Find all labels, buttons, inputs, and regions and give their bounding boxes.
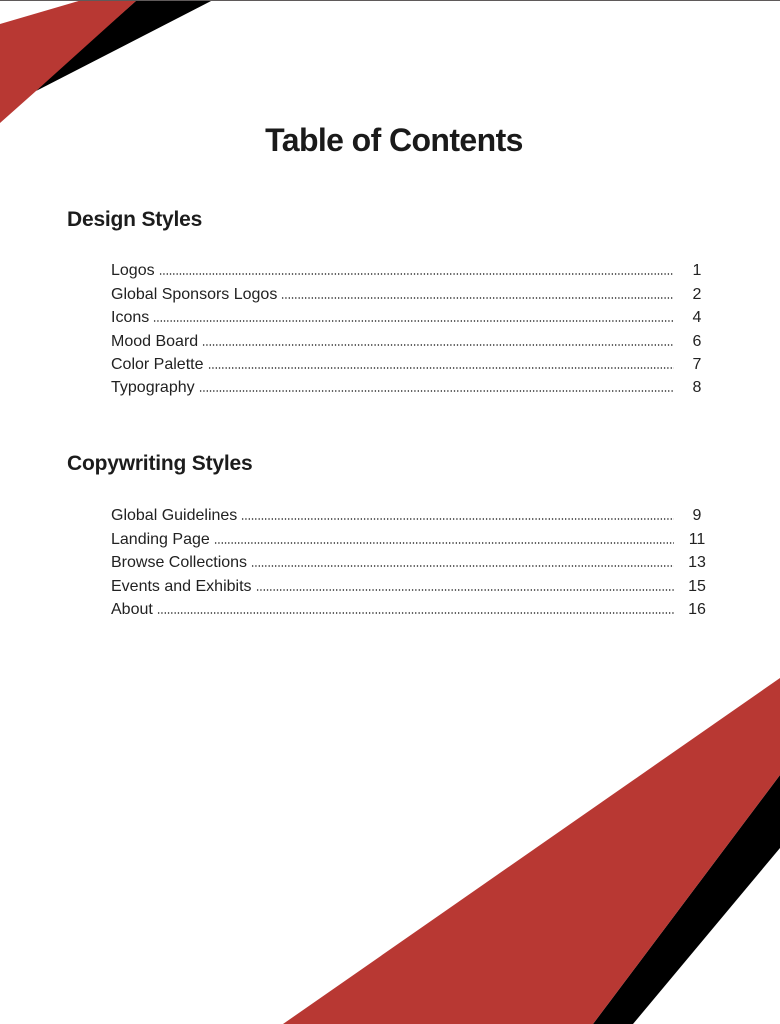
toc-entry[interactable]	[111, 258, 712, 281]
toc-entry-label: Events and Exhibits	[111, 577, 252, 595]
toc-entry-page: 13	[688, 554, 706, 572]
toc-entry[interactable]	[111, 503, 712, 526]
toc-entry-page: 6	[692, 332, 702, 350]
dot-leader	[208, 366, 675, 370]
dot-leader	[153, 319, 674, 323]
toc-entry-label: Landing Page	[111, 530, 210, 548]
toc-entry-label: Icons	[111, 309, 150, 327]
toc-entry-label: Logos	[111, 262, 155, 280]
toc-entry[interactable]	[111, 597, 712, 620]
dot-leader	[251, 564, 674, 568]
dot-leader	[214, 541, 674, 545]
toc-entry-label: Global Sponsors Logos	[111, 285, 278, 303]
toc-entry-page: 1	[692, 262, 702, 280]
dot-leader	[199, 389, 674, 393]
toc-entry[interactable]	[111, 526, 712, 549]
dot-leader	[157, 611, 674, 615]
toc-entry[interactable]	[111, 305, 712, 328]
section-heading-copywriting-styles: Copywriting Styles	[67, 452, 253, 475]
toc-entry[interactable]	[111, 550, 712, 573]
toc-entry-label: Typography	[111, 379, 195, 397]
toc-list-copywriting-styles	[111, 503, 712, 620]
toc-entry-page: 16	[688, 600, 706, 618]
toc-entry-label: About	[111, 600, 153, 618]
toc-entry-label: Browse Collections	[111, 554, 248, 572]
page-title: Table of Contents	[265, 122, 523, 158]
top-border-line	[0, 0, 780, 1]
toc-entry-page: 9	[692, 507, 702, 525]
toc-entry-page: 11	[688, 530, 706, 548]
toc-entry[interactable]	[111, 328, 712, 351]
dot-leader	[202, 343, 674, 347]
toc-entry-page: 8	[692, 379, 702, 397]
dot-leader	[241, 517, 674, 521]
toc-entry-label: Mood Board	[111, 332, 199, 350]
toc-entry-page: 15	[688, 577, 706, 595]
toc-entry[interactable]	[111, 573, 712, 596]
toc-entry-page: 4	[692, 309, 702, 327]
dot-leader	[159, 272, 674, 276]
dot-leader	[281, 296, 674, 300]
toc-entry-label: Global Guidelines	[111, 507, 238, 525]
toc-entry-page: 2	[692, 285, 702, 303]
dot-leader	[256, 588, 674, 592]
toc-list-design-styles	[111, 258, 712, 398]
toc-entry[interactable]	[111, 281, 712, 304]
toc-entry-label: Color Palette	[111, 355, 204, 373]
toc-entry[interactable]	[111, 375, 712, 398]
section-heading-design-styles: Design Styles	[67, 208, 203, 231]
toc-entry-page: 7	[692, 355, 702, 373]
toc-entry[interactable]	[111, 352, 712, 375]
